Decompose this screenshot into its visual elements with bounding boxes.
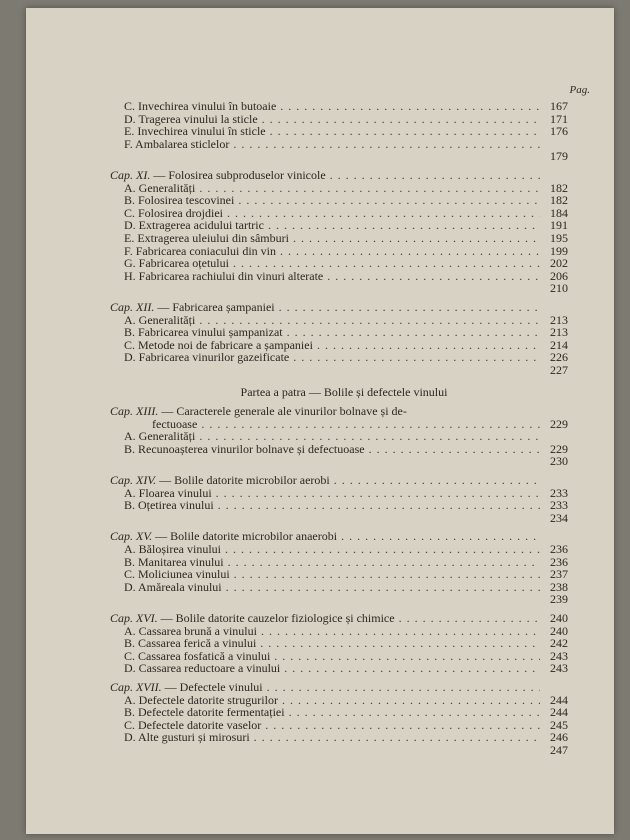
toc-entry-title: G. Fabricarea oțetului — [124, 256, 229, 271]
toc-entry-title: B. Folosirea tescovinei — [124, 193, 235, 208]
toc-entry-page: 202 — [550, 256, 568, 271]
toc-entry-page: 182 — [550, 193, 568, 208]
toc-entry-page: 182 — [550, 180, 568, 195]
toc-entry-page: 213 — [550, 325, 568, 340]
toc-entry-page: 244 — [550, 692, 568, 707]
toc-entry-page: 171 — [550, 111, 568, 126]
toc-entry-page: 240 — [550, 623, 568, 638]
toc-entry — [110, 125, 568, 138]
leader-dots — [284, 662, 540, 675]
leader-dots — [293, 232, 540, 245]
toc-entry — [110, 706, 568, 719]
toc-entry-page: 238 — [550, 579, 568, 594]
chapter-heading: Cap. XIV. — Bolile datorite microbilor aerobi . . . — [110, 474, 568, 487]
toc-entry — [110, 232, 568, 245]
toc-entry — [110, 443, 568, 456]
toc-entry-page: 213 — [550, 312, 568, 327]
section-end-page: 247 — [550, 742, 568, 757]
toc-entry-page: 246 — [550, 730, 568, 745]
leader-dots — [199, 430, 540, 443]
toc-entry — [110, 326, 568, 339]
chapter-heading: Cap. XIII. — Caracterele generale ale vinurilor bolnave și de- — [110, 404, 407, 419]
leader-dots — [228, 556, 540, 569]
leader-dots — [262, 113, 540, 126]
leader-dots — [369, 443, 540, 456]
toc-entry-title: C. Invechirea vinului în butoaie — [124, 99, 277, 113]
leader-dots — [234, 568, 540, 581]
toc-entry — [110, 581, 568, 594]
toc-entry-page: 167 — [550, 99, 568, 113]
leader-dots — [327, 270, 540, 283]
section-end-page: 179 — [550, 149, 568, 164]
toc-entry-page: 195 — [550, 230, 568, 245]
leader-dots — [199, 182, 540, 195]
toc-entry-page: 199 — [550, 243, 568, 258]
chapter-heading: Cap. XII. — Fabricarea șampaniei . . . — [110, 301, 568, 314]
leader-dots — [225, 543, 540, 556]
leader-dots — [216, 487, 540, 500]
section-end-page: 230 — [550, 454, 568, 469]
toc-entry-page: 184 — [550, 205, 568, 220]
section-entries — [110, 625, 568, 675]
toc-entry-page: 236 — [550, 542, 568, 556]
toc-entry-title: B. Defectele datorite fermentației — [124, 705, 285, 720]
section-end-page: 239 — [550, 592, 568, 607]
toc-entry-title: E. Extragerea uleiului din sâmburi — [124, 230, 289, 245]
section-end-page: 210 — [550, 281, 568, 296]
chapter-heading-continuation: fectuoase . . . 229 — [110, 418, 568, 431]
toc-entry-title: B. Manitarea vinului — [124, 554, 224, 569]
toc-entry-page: 243 — [550, 661, 568, 676]
toc-entry-title: C. Cassarea fosfatică a vinului — [124, 648, 271, 663]
toc-entry-page: 242 — [550, 636, 568, 651]
table-of-contents — [110, 100, 568, 757]
chapter-heading: Cap. XI. — Folosirea subproduselor vinicole . . . — [110, 169, 568, 182]
toc-entry-page: 237 — [550, 567, 568, 582]
leader-dots — [289, 706, 540, 719]
toc-entry — [110, 257, 568, 270]
toc-entry-title: D. Cassarea reductoare a vinului — [124, 661, 281, 676]
book-page — [26, 8, 614, 834]
toc-entry-page: 245 — [550, 717, 568, 732]
toc-entry-title: F. Ambalarea sticlelor — [124, 136, 230, 151]
toc-entry-title: D. Tragerea vinului la sticle — [124, 111, 258, 126]
leader-dots — [274, 650, 540, 663]
toc-entry-title: H. Fabricarea rachiului din vinuri alterate — [124, 268, 324, 283]
section-entries — [110, 430, 568, 455]
section-end-page: 234 — [550, 510, 568, 525]
chapter-heading: Cap. XV. — Bolile datorite microbilor anaerobi . . . — [110, 530, 568, 543]
leader-dots — [293, 351, 540, 364]
leader-dots — [226, 581, 540, 594]
toc-entry-title: A. Floarea vinului — [124, 485, 212, 500]
section-end-page: 227 — [550, 362, 568, 377]
section-entries — [110, 694, 568, 744]
section-entries — [110, 314, 568, 364]
leader-dots — [280, 245, 540, 258]
toc-entry-title: A. Generalități — [124, 312, 196, 327]
toc-entry — [110, 138, 568, 151]
toc-entry — [110, 499, 568, 512]
section-entries — [110, 182, 568, 283]
toc-entry-title: C. Moliciunea vinului — [124, 567, 230, 582]
leader-dots — [227, 207, 540, 220]
toc-entry-title: D. Alte gusturi și mirosuri — [124, 730, 250, 745]
leader-dots — [260, 637, 540, 650]
leader-dots — [265, 719, 540, 732]
leader-dots — [280, 100, 540, 113]
toc-entry-title: C. Defectele datorite vaselor — [124, 717, 262, 732]
toc-entry-title: A. Generalități — [124, 180, 196, 195]
leader-dots — [218, 499, 540, 512]
toc-entry — [110, 430, 568, 443]
toc-entry — [110, 731, 568, 744]
leader-dots — [287, 326, 540, 339]
leader-dots — [270, 125, 540, 138]
leader-dots — [282, 694, 540, 707]
toc-entry-page: 206 — [550, 268, 568, 283]
leader-dots — [233, 138, 540, 151]
section-entries — [110, 487, 568, 512]
toc-entry-title: D. Extragerea acidului tartric — [124, 218, 264, 233]
toc-entry — [110, 637, 568, 650]
toc-entry-title: B. Cassarea ferică a vinului — [124, 636, 257, 651]
leader-dots — [268, 219, 540, 232]
page-column-header: Pag. — [569, 84, 590, 96]
toc-entry — [110, 351, 568, 364]
toc-entry-title: B. Oțetirea vinului — [124, 498, 214, 513]
toc-entry — [110, 568, 568, 581]
toc-entry-page: 176 — [550, 124, 568, 139]
leader-dots — [233, 257, 540, 270]
toc-entry — [110, 194, 568, 207]
chapter-heading: Cap. XVI. — Bolile datorite cauzelor fiziologice și chimice . . . 240 — [110, 612, 568, 625]
toc-entry-title: C. Folosirea drojdiei — [124, 205, 223, 220]
toc-entry-title: B. Recunoașterea vinurilor bolnave și defectuoase — [124, 441, 365, 456]
toc-entry — [110, 543, 568, 556]
toc-entry-page: 191 — [550, 218, 568, 233]
leader-dots — [317, 339, 540, 352]
toc-entry-page: 214 — [550, 337, 568, 352]
toc-entry-title: D. Amăreala vinului — [124, 579, 222, 594]
toc-entry-title: A. Cassarea brună a vinului — [124, 623, 257, 638]
toc-entry-title: A. Băloșirea vinului — [124, 542, 221, 556]
toc-entry-page: 244 — [550, 705, 568, 720]
toc-entry-title: E. Invechirea vinului în sticle — [124, 124, 266, 139]
toc-entry-title: C. Metode noi de fabricare a șampaniei — [124, 337, 313, 352]
toc-entry-page: 226 — [550, 350, 568, 365]
part-heading: Partea a patra — Bolile și defectele vinului — [240, 385, 448, 400]
section-entries — [110, 543, 568, 593]
toc-entry-title: A. Generalități — [124, 429, 196, 444]
toc-entry-title: F. Fabricarea coniacului din vin — [124, 243, 276, 258]
toc-entry — [110, 662, 568, 675]
toc-entry — [110, 270, 568, 283]
leader-dots — [238, 194, 540, 207]
toc-entry-page: 233 — [550, 498, 568, 513]
toc-entry-page: 233 — [550, 485, 568, 500]
section-entries — [110, 100, 568, 150]
toc-entry-page: 236 — [550, 554, 568, 569]
leader-dots — [254, 731, 540, 744]
leader-dots — [261, 625, 540, 638]
toc-entry-page: 243 — [550, 648, 568, 663]
toc-entry — [110, 100, 568, 113]
toc-entry-title: A. Defectele datorite strugurilor — [124, 692, 278, 707]
toc-entry-page: 229 — [550, 441, 568, 456]
toc-entry-title: B. Fabricarea vinului șampanizat — [124, 325, 283, 340]
chapter-heading: Cap. XVII. — Defectele vinului . . . — [110, 681, 568, 694]
toc-entry-title: D. Fabricarea vinurilor gazeificate — [124, 350, 290, 365]
